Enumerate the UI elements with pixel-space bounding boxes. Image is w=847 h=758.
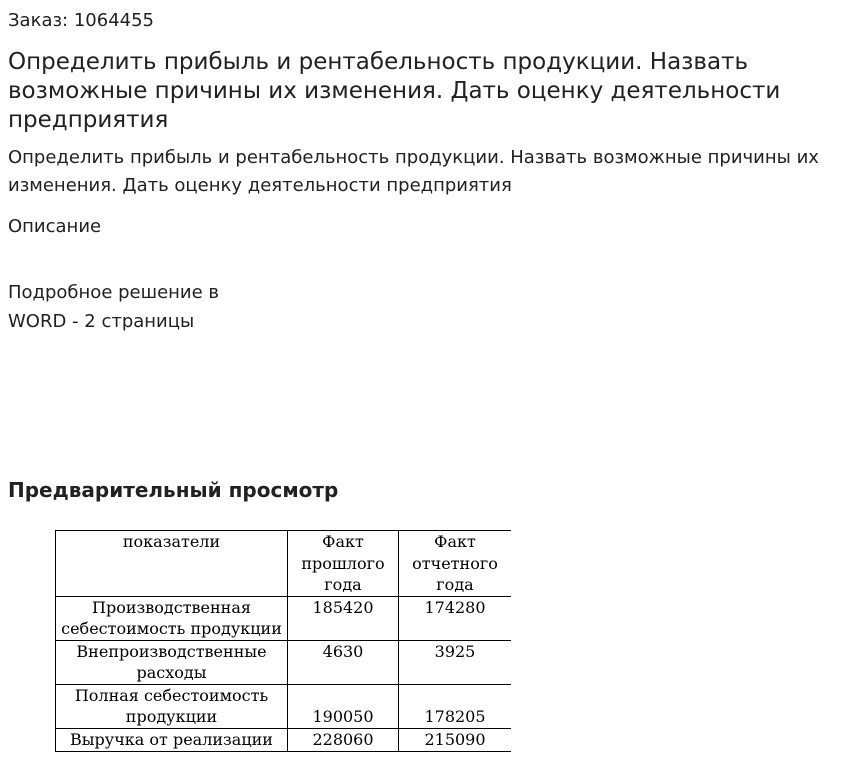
preview-table <box>55 530 511 752</box>
table-cell-curr: 215090 <box>399 728 512 751</box>
solution-note: Подробное решение в WORD - 2 страницы <box>8 282 220 332</box>
short-description: Определить прибыль и рентабельность продукции. Назвать возможные причины их изменения. Дать оценку деятельности предприятия <box>8 147 819 196</box>
table-row <box>56 728 512 751</box>
table-row <box>56 596 512 640</box>
table-cell-prev: 228060 <box>288 728 399 751</box>
table-cell-curr: 174280 <box>399 596 512 640</box>
table-header-row <box>56 531 512 597</box>
table-cell-prev: 4630 <box>288 640 399 684</box>
order-number: 1064455 <box>73 10 155 31</box>
table-header-cell: Факт отчетного года <box>399 531 512 597</box>
order-label: Заказ: <box>8 10 69 31</box>
table-cell-label: Внепроизводственные расходы <box>56 640 288 684</box>
table-cell-curr: 178205 <box>399 684 512 728</box>
table-cell-label: Выручка от реализации <box>56 728 288 751</box>
table-header-cell: Факт прошлого года <box>288 531 399 597</box>
description-label: Описание <box>8 216 102 237</box>
table-cell-curr: 3925 <box>399 640 512 684</box>
order-info <box>8 10 154 32</box>
table-cell-prev: 190050 <box>288 684 399 728</box>
table-cell-label: Производственная себестоимость продукции <box>56 596 288 640</box>
table-row <box>56 640 512 684</box>
page-title: Определить прибыль и рентабельность продукции. Назвать возможные причины их изменения. Дать оценку деятельности предприятия <box>8 49 781 133</box>
table-cell-prev: 185420 <box>288 596 399 640</box>
table-header-cell: показатели <box>56 531 288 597</box>
table-row <box>56 684 512 728</box>
preview-image <box>55 530 511 758</box>
preview-heading: Предварительный просмотр <box>8 478 339 502</box>
table-cell-label: Полная себестоимость продукции <box>56 684 288 728</box>
